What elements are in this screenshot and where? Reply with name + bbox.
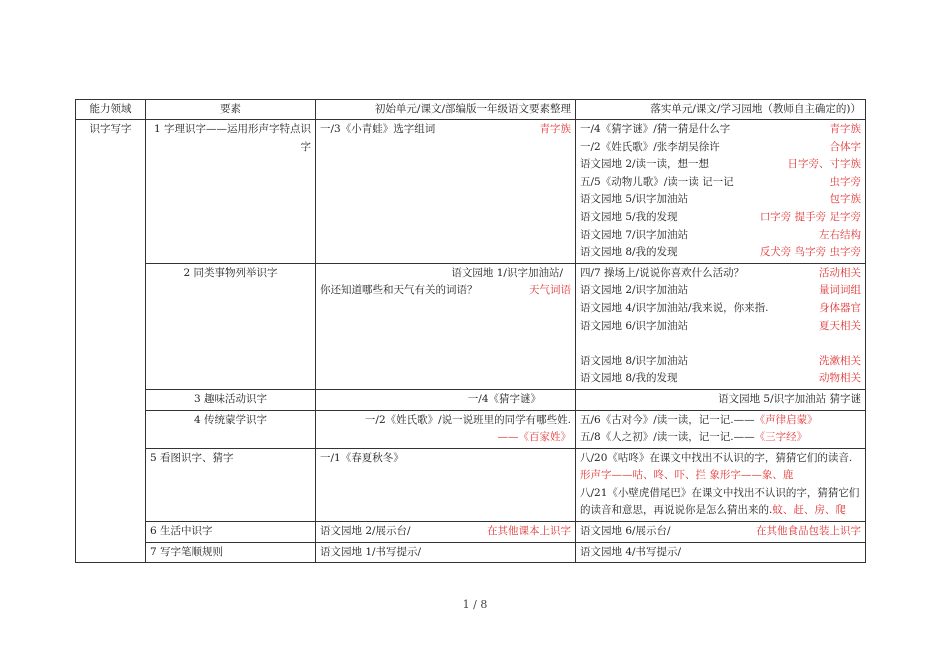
item-text: 一/1《春夏秋冬》 (320, 451, 404, 464)
list-item (580, 370, 861, 388)
item-text: 语文园地 4/书写提示/ (580, 545, 682, 558)
impl-cell (576, 389, 866, 410)
item-tag: 身体器官 (819, 301, 861, 314)
list-item (580, 318, 861, 336)
element-text: 5 看图识字、猜字 (150, 451, 234, 464)
item-tag: 在其他课本上识字 (487, 525, 571, 538)
item-tag: 左右结构 (819, 228, 861, 241)
list-item (580, 156, 861, 174)
table-row (76, 263, 866, 389)
impl-cell (576, 448, 866, 521)
item-text: 语文园地 8/识字加油站 (580, 354, 689, 367)
element-cell (146, 522, 316, 543)
item-tag: 蚊、赶、房、爬 (772, 504, 846, 517)
item-tag: 青字族 (539, 123, 571, 135)
list-item (580, 412, 861, 430)
header-row (76, 100, 866, 120)
item-tag: 青字族 (829, 123, 861, 135)
item-tag: 《三字经》 (754, 431, 808, 444)
item-text: 语文园地 5/识字加油站 (580, 193, 689, 206)
initial-cell (316, 522, 576, 543)
list-item (580, 121, 861, 139)
table-row (76, 448, 866, 521)
item-text: 语文园地 2/读一读，想一想 (580, 158, 710, 171)
impl-cell (576, 263, 866, 389)
list-item (580, 191, 861, 209)
element-cell (146, 120, 316, 264)
table-row (76, 389, 866, 410)
list-item (580, 523, 861, 541)
header-domain: 能力领域 (76, 100, 146, 120)
element-cell (146, 542, 316, 563)
element-cell (146, 410, 316, 448)
item-tag: 洗漱相关 (819, 354, 861, 367)
item-text: 语文园地 5/我的发现 (580, 210, 678, 223)
list-item (580, 282, 861, 300)
item-tag: 形声字——咕、咚、吓、拦 象形字——象、鹿 (580, 469, 794, 482)
item-text: 五/5《动物儿歌》/读一读 记一记 (580, 175, 734, 188)
item-tag: 口字旁 提手旁 足字旁 (759, 210, 861, 223)
list-item (580, 353, 861, 371)
spacer (580, 335, 861, 353)
item-text: 你还知道哪些和天气有关的词语？ (320, 284, 478, 297)
item-tag: 包字族 (829, 193, 861, 206)
table-row (76, 542, 866, 563)
item-tag: 反犬旁 鸟字旁 虫字旁 (759, 246, 861, 259)
list-item (580, 300, 861, 318)
header-element: 要素 (146, 100, 316, 120)
impl-cell (576, 120, 866, 264)
curriculum-table (75, 99, 866, 563)
page-number: 1 / 8 (462, 598, 488, 611)
initial-cell (316, 389, 576, 410)
element-text: 1 字理识字——运用形声字特点识字 (153, 123, 311, 153)
item-tag: 《声律启蒙》 (754, 413, 818, 426)
list-item (580, 265, 861, 283)
item-text: 八/21《小壁虎借尾巴》在课文中找出不认识的字，猜猜它们的读音和意思，再说说你是怎么猜出来的. (580, 486, 860, 517)
item-text: 语文园地 1/识字加油站/ (451, 266, 563, 279)
initial-cell (316, 120, 576, 264)
item-text: 语文园地 8/我的发现 (580, 246, 678, 259)
item-text: 一/2《姓氏歌》/说一说班里的同学有哪些姓. (364, 413, 571, 426)
item-text: 语文园地 1/书写提示/ (320, 545, 422, 558)
initial-cell (316, 410, 576, 448)
list-item (580, 227, 861, 245)
element-text: 3 趣味活动识字 (193, 392, 268, 405)
header-impl: 落实单元/课文/学习园地（教师自主确定的)） (576, 100, 866, 120)
element-text: 7 写字笔顺规则 (150, 545, 224, 558)
item-text: 四/7 操场上/说说你喜欢什么活动？ (580, 266, 745, 279)
item-text: 一/3《小青蛙》选字组词 (320, 123, 436, 135)
element-cell (146, 389, 316, 410)
item-text: 语文园地 7/识字加油站 (580, 228, 689, 241)
item-tag: 活动相关 (819, 266, 861, 279)
list-item (580, 485, 861, 520)
item-text: 语文园地 2/识字加油站 (580, 284, 689, 297)
impl-cell (576, 542, 866, 563)
list-item (580, 429, 861, 447)
item-text: 一/4《猜字谜》 (467, 392, 541, 405)
item-text: 八/20《咕咚》在课文中找出不认识的字，猜猜它们的读音. (580, 451, 853, 464)
item-text: 语文园地 4/识字加油站/我来说，你来指. (580, 301, 769, 314)
item-text: 语文园地 6/展示台/ (580, 525, 671, 538)
element-cell (146, 263, 316, 389)
item-tag: 日字旁、寸字族 (787, 158, 861, 171)
list-item (320, 523, 571, 541)
list-item (580, 209, 861, 227)
list-item (580, 244, 861, 262)
item-text: 语文园地 8/我的发现 (580, 372, 678, 385)
element-text: 2 同类事物列举识字 (183, 266, 278, 279)
initial-cell (316, 263, 576, 389)
element-cell (146, 448, 316, 521)
impl-cell (576, 522, 866, 543)
list-item (580, 174, 861, 192)
item-tag: 夏天相关 (819, 319, 861, 332)
item-tag: 动物相关 (819, 372, 861, 385)
item-text: 语文园地 5/识字加油站 猜字谜 (718, 392, 861, 405)
item-text: 一/4《猜字谜》/猜一猜是什么字 (580, 123, 731, 135)
list-item (320, 282, 571, 300)
table-row (76, 120, 866, 264)
item-text: 语文园地 2/展示台/ (320, 525, 411, 538)
item-tag: 量词词组 (819, 284, 861, 297)
table-row (76, 522, 866, 543)
table-row (76, 410, 866, 448)
element-text: 6 生活中识字 (150, 525, 213, 538)
element-text: 4 传统蒙学识字 (193, 413, 268, 426)
item-text: 语文园地 6/识字加油站 (580, 319, 689, 332)
list-item (580, 139, 861, 157)
header-initial: 初始单元/课文/部编版一年级语文要素整理 (316, 100, 576, 120)
item-text: 一/2《姓氏歌》/张李胡吴徐许 (580, 140, 720, 153)
item-tag: ——《百家姓》 (497, 431, 571, 444)
domain-cell: 识字写字 (76, 120, 146, 563)
initial-cell (316, 542, 576, 563)
impl-cell (576, 410, 866, 448)
item-tag: 合体字 (829, 140, 861, 153)
item-tag: 在其他食品包装上识字 (756, 525, 861, 538)
item-text: 五/8《人之初》/读一读，记一记.—— (580, 431, 755, 444)
item-tag: 虫字旁 (829, 175, 861, 188)
item-text: 五/6《古对今》/读一读，记一记.—— (580, 413, 755, 426)
initial-cell (316, 448, 576, 521)
list-item (320, 121, 571, 139)
list-item (580, 450, 861, 485)
item-tag: 天气词语 (529, 284, 571, 297)
